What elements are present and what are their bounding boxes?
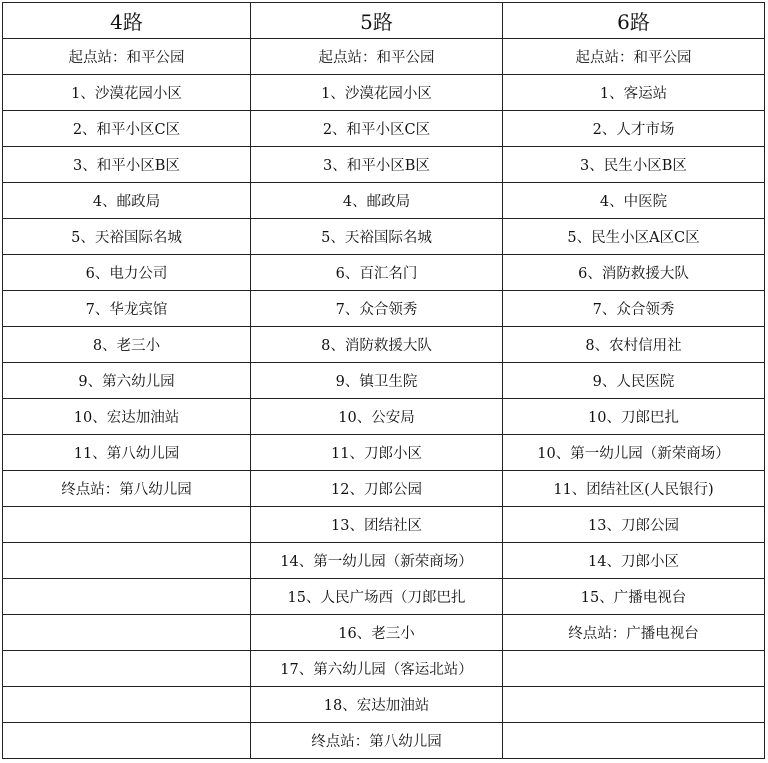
route-5-stop-cell: 5、天裕国际名城 — [251, 219, 503, 255]
route-6-header: 6路 — [503, 3, 765, 39]
route-4-stop-cell: 6、电力公司 — [3, 255, 251, 291]
route-5-stop-cell: 8、消防救援大队 — [251, 327, 503, 363]
route-5-stop-cell: 11、刀郎小区 — [251, 435, 503, 471]
route-5-stop-cell: 14、第一幼儿园（新荣商场） — [251, 543, 503, 579]
table-row — [3, 75, 765, 111]
route-6-stop-cell: 15、广播电视台 — [503, 579, 765, 615]
table-row — [3, 471, 765, 507]
route-5-stop-cell: 9、镇卫生院 — [251, 363, 503, 399]
route-6-stop-cell: 1、客运站 — [503, 75, 765, 111]
route-5-stop-cell: 3、和平小区B区 — [251, 147, 503, 183]
route-4-stop-cell: 起点站：和平公园 — [3, 39, 251, 75]
table-row — [3, 687, 765, 723]
table-row — [3, 579, 765, 615]
route-5-stop-cell: 13、团结社区 — [251, 507, 503, 543]
route-5-stop-cell: 10、公安局 — [251, 399, 503, 435]
table-row — [3, 399, 765, 435]
route-5-stop-cell: 4、邮政局 — [251, 183, 503, 219]
table-row — [3, 219, 765, 255]
route-5-stop-cell: 1、沙漠花园小区 — [251, 75, 503, 111]
route-4-stop-cell: 5、天裕国际名城 — [3, 219, 251, 255]
route-5-header: 5路 — [251, 3, 503, 39]
table-row — [3, 111, 765, 147]
route-4-stop-cell: 11、第八幼儿园 — [3, 435, 251, 471]
route-6-stop-cell — [503, 651, 765, 687]
route-6-stop-cell: 2、人才市场 — [503, 111, 765, 147]
route-4-stop-cell — [3, 543, 251, 579]
route-6-stop-cell: 7、众合领秀 — [503, 291, 765, 327]
route-5-stop-cell: 16、老三小 — [251, 615, 503, 651]
route-4-stop-cell — [3, 687, 251, 723]
route-6-stop-cell: 13、刀郎公园 — [503, 507, 765, 543]
table-row — [3, 255, 765, 291]
table-row — [3, 291, 765, 327]
route-4-stop-cell: 1、沙漠花园小区 — [3, 75, 251, 111]
route-stops-body — [3, 39, 765, 759]
route-4-header: 4路 — [3, 3, 251, 39]
route-5-stop-cell: 2、和平小区C区 — [251, 111, 503, 147]
route-5-stop-cell: 6、百汇名门 — [251, 255, 503, 291]
route-4-stop-cell: 终点站：第八幼儿园 — [3, 471, 251, 507]
route-5-stop-cell: 起点站：和平公园 — [251, 39, 503, 75]
route-6-stop-cell: 9、人民医院 — [503, 363, 765, 399]
table-row — [3, 147, 765, 183]
route-5-stop-cell: 18、宏达加油站 — [251, 687, 503, 723]
header-row — [3, 3, 765, 39]
route-6-stop-cell — [503, 687, 765, 723]
table-row — [3, 39, 765, 75]
route-4-stop-cell: 4、邮政局 — [3, 183, 251, 219]
table-row — [3, 363, 765, 399]
route-6-stop-cell: 14、刀郎小区 — [503, 543, 765, 579]
table-row — [3, 327, 765, 363]
route-4-stop-cell: 9、第六幼儿园 — [3, 363, 251, 399]
route-4-stop-cell — [3, 579, 251, 615]
route-6-stop-cell: 起点站：和平公园 — [503, 39, 765, 75]
table-row — [3, 543, 765, 579]
route-6-stop-cell: 4、中医院 — [503, 183, 765, 219]
route-4-stop-cell: 7、华龙宾馆 — [3, 291, 251, 327]
route-6-stop-cell — [503, 723, 765, 759]
route-4-stop-cell: 2、和平小区C区 — [3, 111, 251, 147]
table-row — [3, 507, 765, 543]
route-4-stop-cell: 8、老三小 — [3, 327, 251, 363]
route-5-stop-cell: 12、刀郎公园 — [251, 471, 503, 507]
route-6-stop-cell: 6、消防救援大队 — [503, 255, 765, 291]
table-row — [3, 183, 765, 219]
table-row — [3, 651, 765, 687]
route-6-stop-cell: 5、民生小区A区C区 — [503, 219, 765, 255]
route-6-stop-cell: 8、农村信用社 — [503, 327, 765, 363]
route-4-stop-cell — [3, 723, 251, 759]
route-4-stop-cell — [3, 507, 251, 543]
table-row — [3, 723, 765, 759]
route-4-stop-cell: 3、和平小区B区 — [3, 147, 251, 183]
bus-route-table — [2, 2, 765, 759]
route-4-stop-cell — [3, 651, 251, 687]
route-5-stop-cell: 15、人民广场西（刀郎巴扎 — [251, 579, 503, 615]
route-6-stop-cell: 3、民生小区B区 — [503, 147, 765, 183]
table-row — [3, 435, 765, 471]
route-4-stop-cell: 10、宏达加油站 — [3, 399, 251, 435]
table-row — [3, 615, 765, 651]
route-6-stop-cell: 终点站：广播电视台 — [503, 615, 765, 651]
route-5-stop-cell: 7、众合领秀 — [251, 291, 503, 327]
route-5-stop-cell: 17、第六幼儿园（客运北站） — [251, 651, 503, 687]
route-6-stop-cell: 10、第一幼儿园（新荣商场） — [503, 435, 765, 471]
route-5-stop-cell: 终点站：第八幼儿园 — [251, 723, 503, 759]
route-6-stop-cell: 11、团结社区(人民银行) — [503, 471, 765, 507]
route-6-stop-cell: 10、刀郎巴扎 — [503, 399, 765, 435]
route-4-stop-cell — [3, 615, 251, 651]
